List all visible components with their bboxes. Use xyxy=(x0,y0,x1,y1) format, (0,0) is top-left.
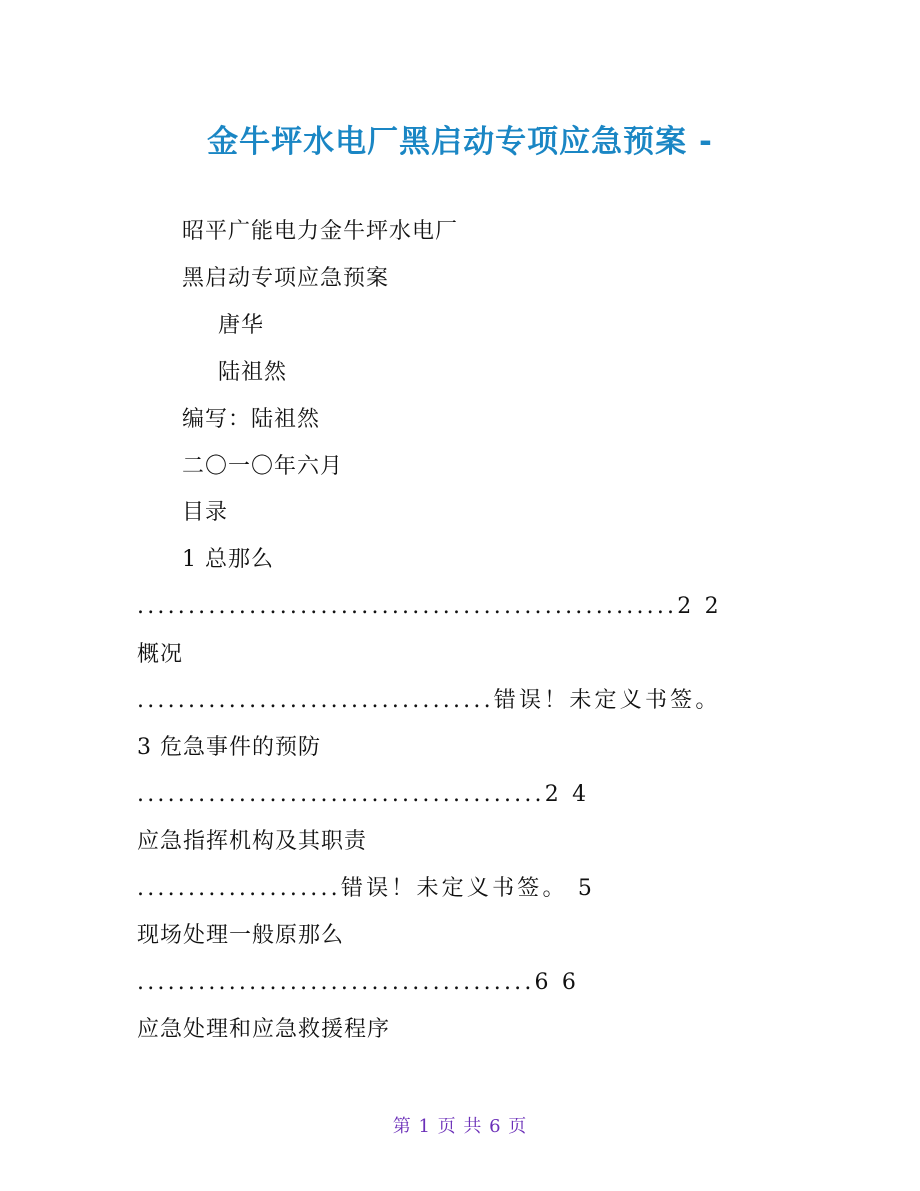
toc-leader-3: ........................................2 4 xyxy=(137,782,590,807)
toc-leader-4: ....................错误！未定义书签。 5 xyxy=(137,876,596,901)
text-line-editor: 编写：陆祖然 xyxy=(182,407,321,432)
toc-entry-6: 应急处理和应急救援程序 xyxy=(137,1017,391,1042)
toc-heading: 目录 xyxy=(182,500,229,525)
toc-leader-1: .....................................................2 2 xyxy=(137,594,722,619)
text-line-plan-name: 黑启动专项应急预案 xyxy=(182,266,390,291)
toc-entry-5: 现场处理一般原那么 xyxy=(137,923,345,948)
document-title: 金牛坪水电厂黑启动专项应急预案 - xyxy=(207,124,713,160)
toc-leader-5: .......................................6 6 xyxy=(137,970,580,995)
toc-leader-2: ...................................错误！未定义书签。 xyxy=(137,688,721,713)
toc-entry-3: 3 危急事件的预防 xyxy=(137,735,321,760)
text-line-author-2: 陆祖然 xyxy=(218,360,288,385)
text-line-company: 昭平广能电力金牛坪水电厂 xyxy=(182,219,459,244)
text-line-date: 二〇一〇年六月 xyxy=(182,454,344,479)
toc-entry-2: 概况 xyxy=(137,642,184,667)
toc-entry-4: 应急指挥机构及其职责 xyxy=(137,829,368,854)
toc-entry-1: 1 总那么 xyxy=(182,547,274,572)
page-footer: 第 1 页 共 6 页 xyxy=(392,1116,528,1137)
text-line-author-1: 唐华 xyxy=(218,313,265,338)
